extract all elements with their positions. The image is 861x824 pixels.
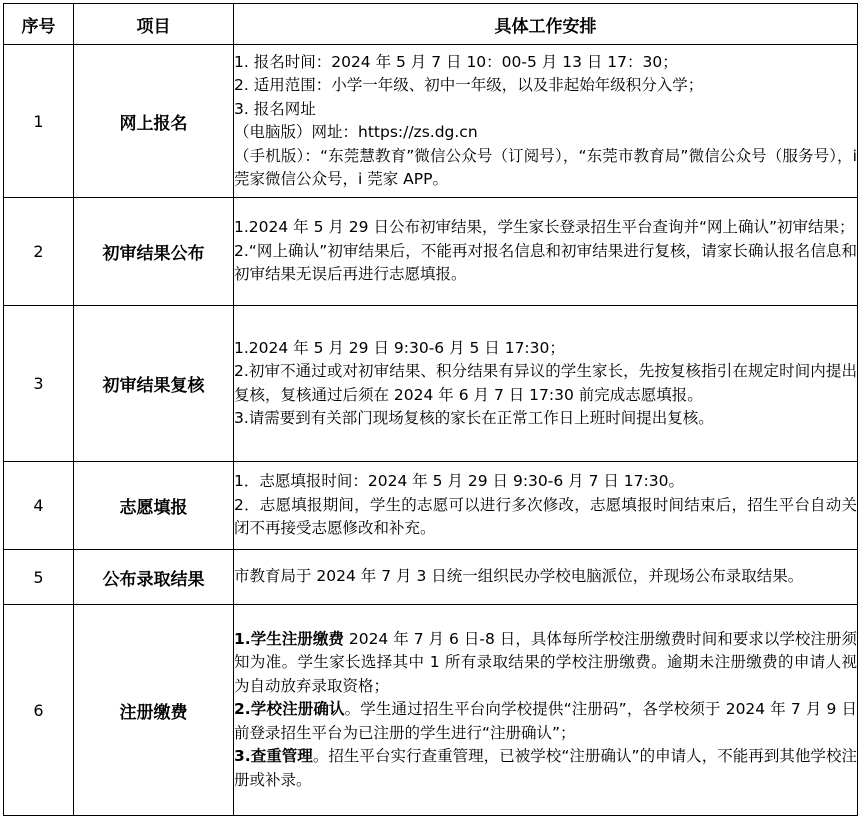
table-row [4,550,858,605]
schedule-table [3,3,858,816]
plan-line: 2.“网上确认”初审结果后，不能再对报名信息和初审结果进行复核，请家长确认报名信息和初审结果无误后再进行志愿填报。 [234,241,857,284]
plan-line: （电脑版）网址：https://zs.dg.cn [234,123,478,141]
table-row [4,198,858,306]
row-item: 公布录取结果 [74,550,234,605]
plan-line [234,745,857,792]
header-item: 项目 [74,4,234,45]
row-num: 5 [4,550,74,605]
row-plan [234,306,858,462]
row-num: 3 [4,306,74,462]
row-plan [234,198,858,306]
plan-line-heading: 1.学生注册缴费 [234,629,344,648]
header-row [4,4,858,45]
row-item: 网上报名 [74,45,234,198]
row-plan [234,45,858,198]
table-row [4,306,858,462]
plan-line: 3.请需要到有关部门现场复核的家长在正常工作日上班时间提出复核。 [234,409,714,427]
plan-line-text: 2024 年 7 月 6 日-8 日，具体每所学校注册缴费时间和要求以学校注册须知为准。学生家长选择其中 1 所有录取结果的学校注册缴费。逾期未注册缴费的申请人视为自动放弃录取资格； [234,629,857,695]
header-num: 序号 [4,4,74,45]
plan-line: 2．志愿填报期间，学生的志愿可以进行多次修改，志愿填报时间结束后，招生平台自动关闭不再接受志愿修改和补充。 [234,495,857,538]
table-row [4,605,858,816]
row-item: 注册缴费 [74,605,234,816]
plan-line [234,698,857,745]
plan-line: 2.初审不通过或对初审结果、积分结果有异议的学生家长，先按复核指引在规定时间内提出复核，复核通过后须在 2024 年 6 月 7 日 17:30 前完成志愿填报。 [234,362,857,404]
row-num: 1 [4,45,74,198]
row-num: 6 [4,605,74,816]
plan-line-text: 。学生通过招生平台向学校提供“注册码”，各学校须于 2024 年 7 月 9 日前登录招生平台为已注册的学生进行“注册确认”； [234,700,857,742]
plan-line: 1. 报名时间：2024 年 5 月 7 日 10：00-5 月 13 日 17：30； [234,52,678,71]
plan-line: 1.2024 年 5 月 29 日 9:30-6 月 5 日 17:30； [234,338,565,357]
plan-line: 1.2024 年 5 月 29 日公布初审结果，学生家长登录招生平台查询并“网上确认”初审结果； [234,218,855,237]
row-plan [234,550,858,605]
plan-line-heading: 2.学校注册确认 [234,700,345,719]
plan-line [234,628,857,699]
row-plan [234,605,858,816]
plan-line: 市教育局于 2024 年 7 月 3 日统一组织民办学校电脑派位，并现场公布录取结果。 [234,567,804,586]
row-item: 初审结果公布 [74,198,234,306]
table-row [4,45,858,198]
plan-line-text: 。招生平台实行查重管理，已被学校“注册确认”的申请人，不能再到其他学校注册或补录。 [234,747,857,789]
row-plan [234,462,858,550]
plan-line: 1．志愿填报时间：2024 年 5 月 29 日 9:30-6 月 7 日 17:30。 [234,472,684,491]
header-plan: 具体工作安排 [234,4,858,45]
row-item: 志愿填报 [74,462,234,550]
row-item: 初审结果复核 [74,306,234,462]
plan-line: 2. 适用范围：小学一年级、初中一年级，以及非起始年级积分入学； [234,76,704,94]
plan-line-heading: 3.查重管理 [234,747,313,766]
plan-line: 3. 报名网址 [234,99,316,118]
row-num: 2 [4,198,74,306]
table-row [4,462,858,550]
plan-line: （手机版）：“东莞慧教育”微信公众号（订阅号），“东莞市教育局”微信公众号（服务号），i 莞家微信公众号，i 莞家 APP。 [234,146,857,188]
row-num: 4 [4,462,74,550]
